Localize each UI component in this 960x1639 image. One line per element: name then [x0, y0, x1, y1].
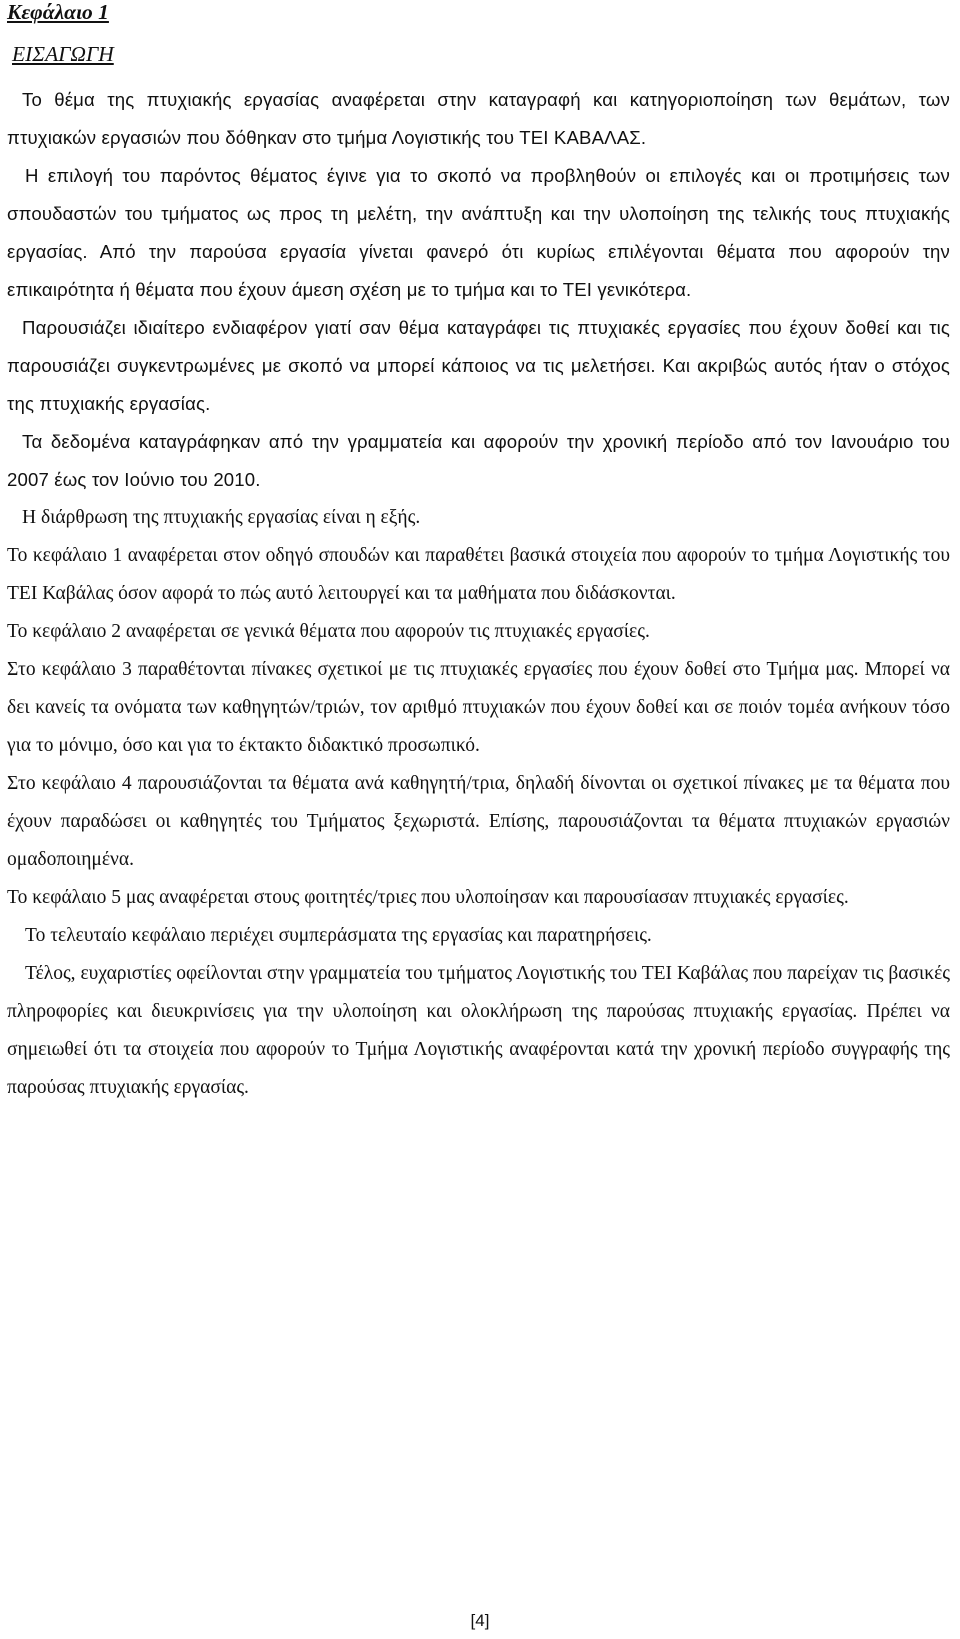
paragraph-chapter-2: Το κεφάλαιο 2 αναφέρεται σε γενικά θέματα που αφορούν τις πτυχιακές εργασίες.	[7, 621, 650, 642]
paragraph-topic: Το θέμα της πτυχιακής εργασίας αναφέρεται στην καταγραφή και κατηγοριοποίηση των θεμάτων, των πτυχιακών εργασιών που δόθηκαν στο τμήμα Λογιστικής του ΤΕΙ ΚΑΒΑΛΑΣ.	[7, 89, 950, 148]
page-number: [4]	[470, 1611, 490, 1630]
section-title: ΕΙΣΑΓΩΓΗ	[12, 42, 114, 66]
paragraph-chapter-1: Το κεφάλαιο 1 αναφέρεται στον οδηγό σπουδών και παραθέτει βασικά στοιχεία που αφορούν το τμήμα Λογιστικής του ΤΕΙ Καβάλας όσον αφορά το πώς αυτό λειτουργεί και τα μαθήματα που διδάσκονται.	[7, 545, 950, 604]
paragraph-structure-intro: Η διάρθρωση της πτυχιακής εργασίας είναι η εξής.	[22, 507, 421, 528]
chapter-label: Κεφάλαιο 1	[7, 0, 109, 24]
paragraph-chapter-3: Στο κεφάλαιο 3 παραθέτονται πίνακες σχετικοί με τις πτυχιακές εργασίες που έχουν δοθεί στο Τμήμα μας. Μπορεί να δει κανείς τα ονόματα των καθηγητών/τριών, τον αριθμό πτυχιακών που έχουν δοθεί και σε ποιόν τομέα ανήκουν τόσο για το μόνιμο, όσο και για το έκτακτο διδακτικό προσωπικό.	[7, 659, 950, 756]
paragraph-interest: Παρουσιάζει ιδιαίτερο ενδιαφέρον γιατί σαν θέμα καταγράφει τις πτυχιακές εργασίες που έχουν δοθεί και τις παρουσιάζει συγκεντρωμένες με σκοπό να μπορεί κάποιος να τις μελετήσει. Και ακριβώς αυτός ήταν ο στόχος της πτυχιακής εργασίας.	[7, 317, 950, 414]
paragraph-chapter-4: Στο κεφάλαιο 4 παρουσιάζονται τα θέματα ανά καθηγητή/τρια, δηλαδή δίνονται οι σχετικοί πίνακες με τα θέματα που έχουν παραδώσει οι καθηγητές του Τμήματος ξεχωριστά. Επίσης, παρουσιάζονται τα θέματα πτυχιακών εργασιών ομαδοποιημένα.	[7, 773, 950, 870]
paragraph-final-chapter: Το τελευταίο κεφάλαιο περιέχει συμπεράσματα της εργασίας και παρατηρήσεις.	[25, 925, 652, 946]
structure-paragraphs	[7, 499, 950, 1107]
document-body	[7, 81, 950, 1107]
paragraph-chapter-5: Το κεφάλαιο 5 μας αναφέρεται στους φοιτητές/τριες που υλοποίησαν και παρουσίασαν πτυχιακές εργασίες.	[7, 887, 849, 908]
paragraph-data-period: Τα δεδομένα καταγράφηκαν από την γραμματεία και αφορούν την χρονική περίοδο από τον Ιανουάριο του 2007 έως τον Ιούνιο του 2010.	[7, 431, 950, 490]
introduction-paragraphs	[7, 81, 950, 499]
paragraph-selection: Η επιλογή του παρόντος θέματος έγινε για το σκοπό να προβληθούν οι επιλογές και οι προτιμήσεις των σπουδαστών του τμήματος ως προς τη μελέτη, την ανάπτυξη και την υλοποίηση της τελικής τους πτυχιακής εργασίας. Από την παρούσα εργασία γίνεται φανερό ότι κυρίως επιλέγονται θέματα που αφορούν την επικαιρότητα ή θέματα που έχουν άμεση σχέση με το τμήμα και το ΤΕΙ γενικότερα.	[7, 165, 950, 300]
paragraph-acknowledgements: Τέλος, ευχαριστίες οφείλονται στην γραμματεία του τμήματος Λογιστικής του ΤΕΙ Καβάλας που παρείχαν τις βασικές πληροφορίες και διευκρινίσεις για την υλοποίηση και ολοκλήρωση της παρούσας πτυχιακής εργασίας. Πρέπει να σημειωθεί ότι τα στοιχεία που αφορούν το Τμήμα Λογιστικής αναφέρονται κατά την χρονική περίοδο συγγραφής της παρούσας πτυχιακής εργασίας.	[7, 963, 950, 1098]
